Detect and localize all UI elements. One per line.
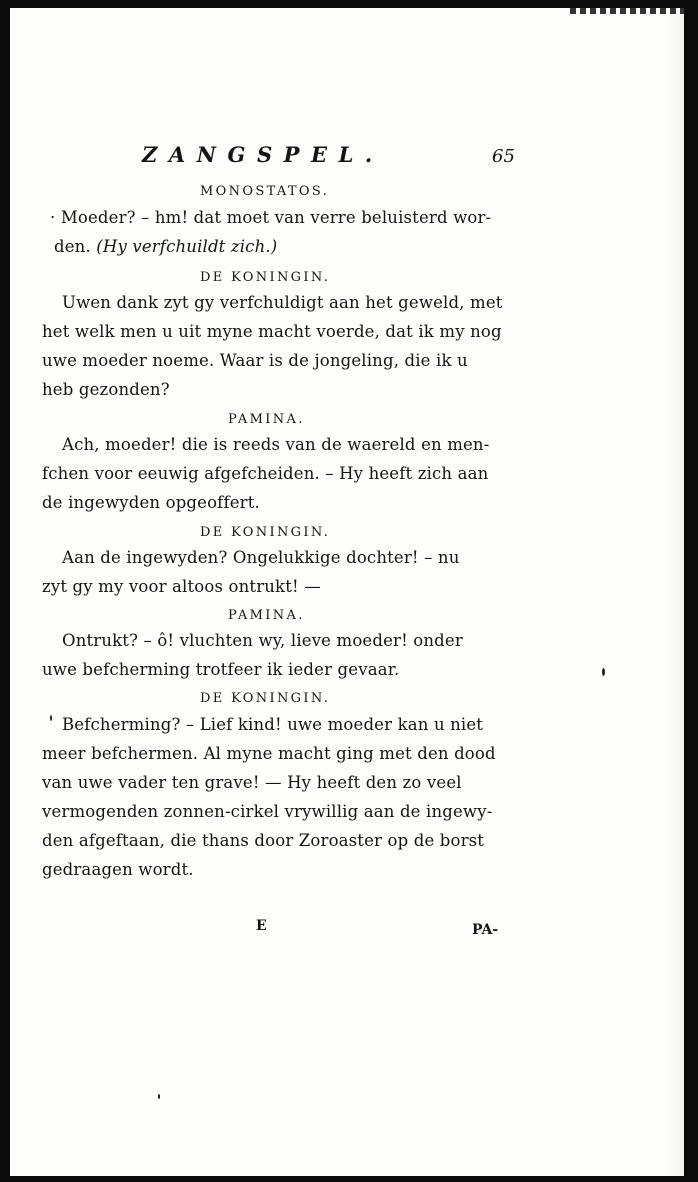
signature-mark: E xyxy=(256,918,267,934)
page-edge-shadow xyxy=(666,8,684,1176)
speech-line: fchen voor eeuwig afgefcheiden. – Hy heeft zich aan xyxy=(42,464,489,483)
speech-line: de ingewyden opgeoffert. xyxy=(42,493,260,512)
speech-line: meer befchermen. Al myne macht ging met den dood xyxy=(42,744,496,763)
stage-direction: (Hy verfchuildt zich.) xyxy=(96,237,278,256)
speech-line: heb gezonden? xyxy=(42,380,170,399)
speech-line-text: den. xyxy=(54,237,91,256)
running-title: ZANGSPEL. xyxy=(142,142,384,167)
speech-line xyxy=(54,237,277,256)
speech-line: Ontrukt? – ô! vluchten wy, lieve moeder! onder xyxy=(62,631,463,650)
speaker-pamina: PAMINA. xyxy=(228,412,305,427)
scan-speck xyxy=(158,1094,160,1099)
speaker-de-koningin: DE KONINGIN. xyxy=(200,270,331,285)
speech-line: zyt gy my voor altoos ontrukt! — xyxy=(42,577,321,596)
speech-line: het welk men u uit myne macht voerde, dat ik my nog xyxy=(42,322,502,341)
scan-speck xyxy=(50,715,52,721)
scan-speck xyxy=(602,668,605,676)
catchword: PA- xyxy=(472,922,499,938)
speaker-pamina: PAMINA. xyxy=(228,608,305,623)
speech-line: · Moeder? – hm! dat moet van verre beluisterd wor- xyxy=(50,208,492,227)
page-top-edge xyxy=(570,8,684,14)
speech-line: vermogenden zonnen-cirkel vrywillig aan de ingewy- xyxy=(42,802,493,821)
speech-line: uwe moeder noeme. Waar is de jongeling, die ik u xyxy=(42,351,468,370)
speech-line: gedraagen wordt. xyxy=(42,860,194,879)
speech-line: Befcherming? – Lief kind! uwe moeder kan u niet xyxy=(62,715,484,734)
speaker-monostatos: MONOSTATOS. xyxy=(200,184,330,199)
page-number: 65 xyxy=(492,146,515,167)
book-page xyxy=(10,8,684,1176)
speech-line: Ach, moeder! die is reeds van de waereld en men- xyxy=(62,435,490,454)
speech-line: den afgeftaan, die thans door Zoroaster op de borst xyxy=(42,831,485,850)
speech-line: Uwen dank zyt gy verfchuldigt aan het geweld, met xyxy=(62,293,503,312)
speech-line: Aan de ingewyden? Ongelukkige dochter! – nu xyxy=(62,548,460,567)
speaker-de-koningin: DE KONINGIN. xyxy=(200,525,331,540)
speaker-de-koningin: DE KONINGIN. xyxy=(200,691,331,706)
speech-line: van uwe vader ten grave! — Hy heeft den zo veel xyxy=(42,773,462,792)
speech-line: uwe befcherming trotfeer ik ieder gevaar. xyxy=(42,660,400,679)
